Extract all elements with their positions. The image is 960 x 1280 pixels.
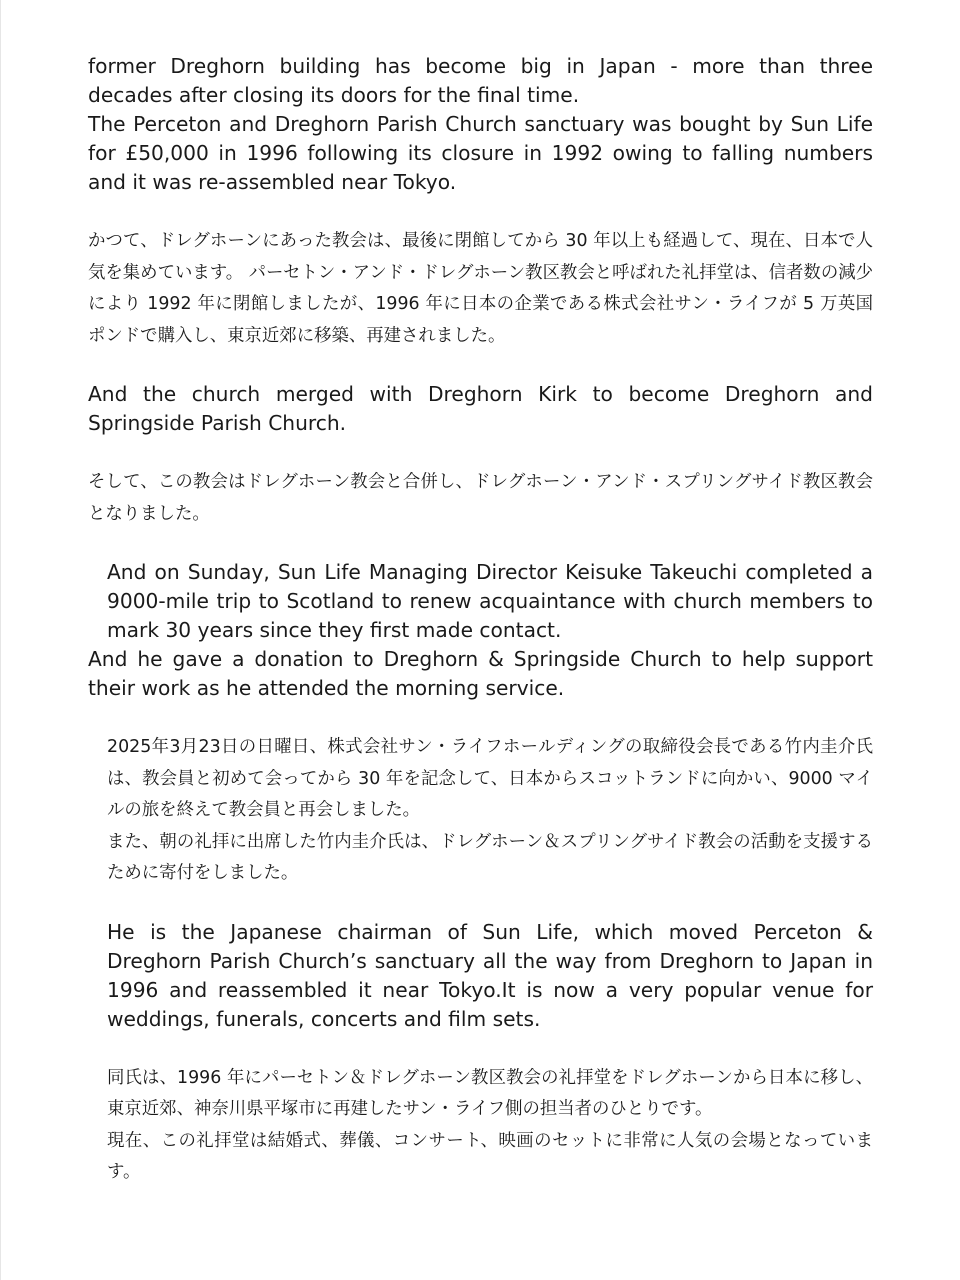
- paragraph-3-japanese: [88, 732, 873, 890]
- paragraph-2-english: And the church merged with Dreghorn Kirk to become Dreghorn and Springside Parish Church.: [88, 382, 873, 435]
- paragraph-1-line-a: former Dreghorn building has become big in Japan - more than three decades after closing its doors for the final time.: [88, 54, 873, 107]
- article-body: [88, 52, 873, 1189]
- paragraph-1-line-b: The Perceton and Dreghorn Parish Church sanctuary was bought by Sun Life for £50,000 in 1996 following its closure in 1992 owing to falling numbers and it was re-assembled near Tokyo.: [88, 112, 873, 194]
- paragraph-4-japanese-line-a: 同氏は、1996 年にパーセトン＆ドレグホーン教区教会の礼拝堂をドレグホーンから日本に移し、東京近郊、神奈川県平塚市に再建したサン・ライフ側の担当者のひとりです。: [107, 1067, 873, 1119]
- paragraph-3-english: [88, 558, 873, 703]
- paragraph-3-line-b: And he gave a donation to Dreghorn & Springside Church to help support their work as he attended the morning service.: [88, 647, 873, 700]
- paragraph-4-english: He is the Japanese chairman of Sun Life, which moved Perceton & Dreghorn Parish Church’s sanctuary all the way from Dreghorn to Japan in 1996 and reassembled it near Tokyo.It is now a very popular venue for weddings, funerals, concerts and film sets.: [107, 919, 873, 1031]
- paragraph-3-japanese-line-b: また、朝の礼拝に出席した竹内圭介氏は、ドレグホーン＆スプリングサイド教会の活動を支援するために寄付をしました。: [107, 831, 873, 883]
- paragraph-4-japanese: [88, 1063, 873, 1189]
- paragraph-1-japanese: かつて、ドレグホーンにあった教会は、最後に閉館してから 30 年以上も経過して、現在、日本で人気を集めています。 パーセトン・アンド・ドレグホーン教区教会と呼ばれた礼拝堂は、信者数の減少により 1992 年に閉館しましたが、1996 年に日本の企業である株式会社サン・ライフが 5 万英国ポンドで購入し、東京近郊に移築、再建されました。: [88, 231, 873, 346]
- paragraph-3-line-a: And on Sunday, Sun Life Managing Director Keisuke Takeuchi completed a 9000-mile trip to Scotland to renew acquaintance with church members to mark 30 years since they first made contact.: [107, 560, 873, 642]
- paragraph-4-japanese-line-b: 現在、この礼拝堂は結婚式、葬儀、コンサート、映画のセットに非常に人気の会場となっています。: [107, 1130, 873, 1182]
- paragraph-1-english: [88, 52, 873, 197]
- paragraph-2-japanese: そして、この教会はドレグホーン教会と合併し、ドレグホーン・アンド・スプリングサイド教区教会となりました。: [88, 472, 873, 524]
- paragraph-3-japanese-line-a: 2025年3月23日の日曜日、株式会社サン・ライフホールディングの取締役会長である竹内圭介氏は、教会員と初めて会ってから 30 年を記念して、日本からスコットランドに向かい、9000 マイルの旅を終えて教会員と再会しました。: [107, 737, 873, 820]
